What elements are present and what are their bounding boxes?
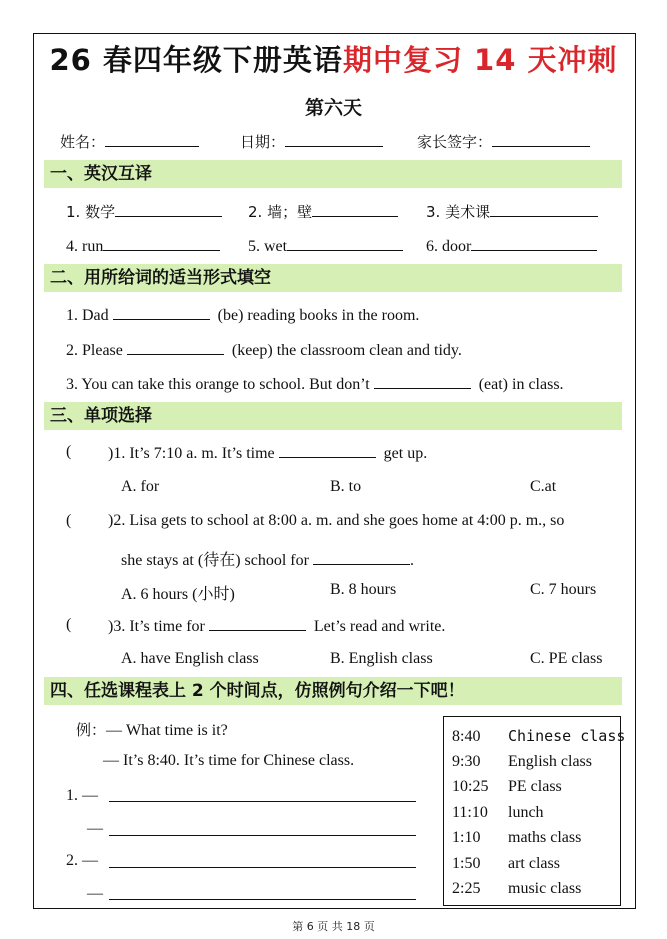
section-heading-2: 二、用所给词的适当形式填空	[44, 264, 622, 292]
section-heading-1: 一、英汉互译	[44, 160, 622, 188]
answer-blank[interactable]	[209, 616, 306, 631]
answer-line[interactable]	[109, 801, 416, 802]
answer-blank[interactable]	[127, 340, 224, 355]
answer-2-label: 2. —	[66, 852, 98, 869]
name-blank[interactable]	[105, 131, 199, 147]
schedule-row: 1:10 maths class	[452, 829, 582, 846]
translate-item: 6. door	[426, 236, 597, 256]
answer-blank[interactable]	[115, 202, 222, 217]
example-question: 例：— What time is it?	[76, 721, 228, 739]
answer-blank[interactable]	[374, 374, 471, 389]
answer-blank[interactable]	[471, 236, 597, 251]
date-field[interactable]	[240, 131, 383, 152]
fill-blank-item: 3. You can take this orange to school. But don’t (eat) in class.	[66, 376, 564, 393]
answer-blank[interactable]	[279, 443, 376, 458]
question-2: )2. Lisa gets to school at 8:00 a. m. and she goes home at 4:00 p. m., so	[108, 512, 565, 529]
question-paren[interactable]: (	[66, 616, 72, 633]
answer-blank[interactable]	[490, 202, 598, 217]
translate-item: 2. 墙；壁	[248, 201, 398, 222]
schedule-row: 1:50 art class	[452, 855, 560, 872]
answer-1-label: 1. —	[66, 787, 98, 804]
section-heading-4: 四、任选课程表上 2 个时间点，仿照例句介绍一下吧！	[44, 677, 622, 705]
page-title	[0, 38, 667, 79]
fill-blank-item: 2. Please (keep) the classroom clean and tidy.	[66, 342, 462, 359]
signature-label: 家长签字：	[417, 133, 493, 151]
date-blank[interactable]	[285, 131, 383, 147]
answer-2b-label: —	[87, 885, 103, 902]
page-footer: 第 6 页 共 18 页	[292, 920, 375, 933]
translate-item: 3. 美术课	[426, 201, 598, 222]
name-field[interactable]	[60, 131, 199, 152]
schedule-row: 2:25 music class	[452, 880, 582, 897]
option-c[interactable]: C. PE class	[530, 650, 603, 667]
title-red: 期中复习 14 天冲刺	[342, 43, 618, 77]
answer-1b-label: —	[87, 820, 103, 837]
answer-line[interactable]	[109, 899, 416, 900]
option-a[interactable]: A. for	[121, 478, 160, 495]
answer-blank[interactable]	[312, 202, 398, 217]
option-b[interactable]: B. 8 hours	[330, 581, 397, 598]
option-a[interactable]: A. have English class	[121, 650, 259, 667]
name-label: 姓名：	[60, 133, 106, 151]
question-2-line2: she stays at (待在) school for .	[121, 552, 414, 569]
schedule-row: 10:25 PE class	[452, 778, 562, 795]
date-label: 日期：	[240, 133, 286, 151]
option-c[interactable]: C.at	[530, 478, 557, 495]
section-heading-3: 三、单项选择	[44, 402, 622, 430]
example-answer: — It’s 8:40. It’s time for Chinese class.	[103, 752, 355, 769]
option-c[interactable]: C. 7 hours	[530, 581, 597, 598]
schedule-row: 9:30 English class	[452, 753, 592, 770]
answer-blank[interactable]	[113, 305, 210, 320]
option-b[interactable]: B. to	[330, 478, 362, 495]
schedule-row: 8:40 Chinese class	[452, 727, 626, 745]
question-paren[interactable]: (	[66, 443, 72, 460]
answer-blank[interactable]	[287, 236, 403, 251]
question-paren[interactable]: (	[66, 512, 72, 529]
day-subtitle: 第六天	[304, 97, 362, 119]
signature-field[interactable]	[417, 131, 590, 152]
title-black: 26 春四年级下册英语	[49, 43, 343, 77]
answer-blank[interactable]	[103, 236, 220, 251]
question-3: )3. It’s time for Let’s read and write.	[108, 618, 446, 635]
translate-item: 4. run	[66, 236, 220, 256]
translate-item: 1. 数学	[66, 201, 222, 222]
option-b[interactable]: B. English class	[330, 650, 433, 667]
answer-line[interactable]	[109, 835, 416, 836]
option-a[interactable]: A. 6 hours (小时)	[121, 586, 235, 603]
answer-line[interactable]	[109, 867, 416, 868]
translate-item: 5. wet	[248, 236, 403, 256]
signature-blank[interactable]	[492, 131, 590, 147]
answer-blank[interactable]	[313, 550, 410, 565]
schedule-box	[443, 716, 626, 906]
schedule-row: 11:10 lunch	[452, 804, 544, 821]
fill-blank-item: 1. Dad (be) reading books in the room.	[66, 307, 420, 324]
question-1: )1. It’s 7:10 a. m. It’s time get up.	[108, 445, 428, 462]
